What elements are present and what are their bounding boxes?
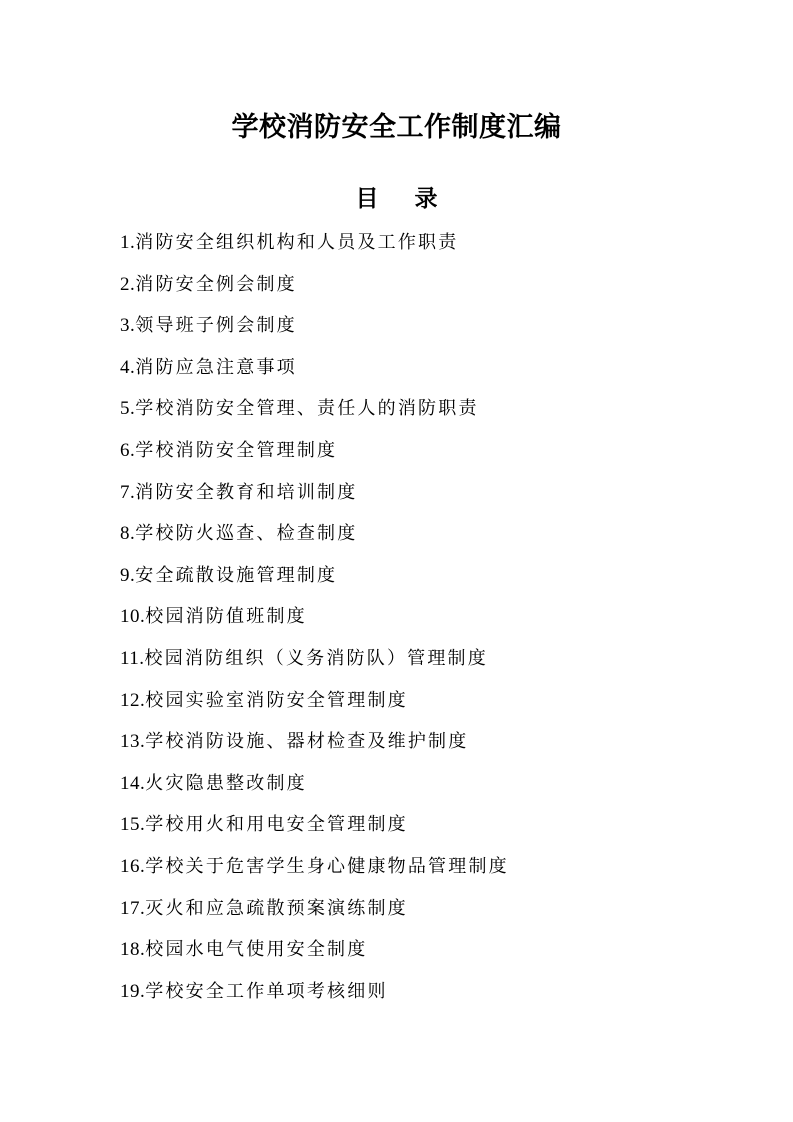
- toc-item: [120, 596, 680, 638]
- toc-item: [120, 721, 680, 763]
- toc-item-number: 14.: [120, 772, 146, 794]
- toc-item: [120, 513, 680, 555]
- toc-item-number: 17.: [120, 897, 146, 919]
- toc-item-number: 16.: [120, 855, 146, 877]
- toc-item: [120, 555, 680, 597]
- toc-item-number: 15.: [120, 814, 146, 836]
- toc-item-number: 4.: [120, 356, 136, 378]
- toc-item-number: 8.: [120, 523, 136, 545]
- toc-item: [120, 929, 680, 971]
- toc-item-text: 消防安全例会制度: [135, 273, 297, 295]
- toc-item-number: 12.: [120, 689, 146, 711]
- toc-item-number: 11.: [120, 647, 145, 669]
- toc-item-text: 领导班子例会制度: [135, 315, 297, 337]
- toc-item-number: 1.: [120, 232, 136, 253]
- toc-item: [120, 888, 680, 930]
- toc-item: [120, 388, 680, 430]
- toc-item-text: 学校消防安全管理制度: [135, 439, 338, 461]
- toc-item-number: 6.: [120, 439, 136, 461]
- table-of-contents: [120, 222, 680, 1012]
- toc-item-text: 火灾隐患整改制度: [145, 772, 307, 794]
- document-title: 学校消防安全工作制度汇编: [231, 112, 562, 143]
- toc-item-number: 19.: [120, 980, 146, 1002]
- toc-item-number: 9.: [120, 564, 136, 586]
- toc-item: [120, 347, 680, 389]
- toc-item: [120, 846, 680, 888]
- toc-item: [120, 305, 680, 347]
- toc-item: [120, 680, 680, 722]
- toc-item-text: 消防应急注意事项: [135, 356, 297, 378]
- toc-item-text: 学校消防设施、器材检查及维护制度: [145, 731, 469, 753]
- toc-item-text: 消防安全组织机构和人员及工作职责: [135, 232, 459, 253]
- toc-item-number: 7.: [120, 481, 136, 503]
- toc-item-number: 13.: [120, 731, 146, 753]
- toc-item-number: 2.: [120, 273, 136, 295]
- toc-item-text: 学校消防安全管理、责任人的消防职责: [135, 398, 479, 420]
- toc-item-text: 安全疏散设施管理制度: [135, 564, 338, 586]
- toc-item: [120, 264, 680, 306]
- toc-item-text: 校园水电气使用安全制度: [145, 939, 368, 961]
- toc-item-text: 学校防火巡查、检查制度: [135, 523, 358, 545]
- toc-item-number: 3.: [120, 315, 136, 337]
- toc-item-text: 校园消防组织（义务消防队）管理制度: [144, 647, 488, 669]
- toc-item-text: 消防安全教育和培训制度: [135, 481, 358, 503]
- toc-item-text: 学校关于危害学生身心健康物品管理制度: [145, 855, 509, 877]
- toc-item-text: 灭火和应急疏散预案演练制度: [145, 897, 408, 919]
- toc-item-text: 校园实验室消防安全管理制度: [145, 689, 408, 711]
- toc-item: [120, 971, 680, 1013]
- toc-item: [120, 430, 680, 472]
- toc-item: [120, 638, 680, 680]
- toc-item-text: 校园消防值班制度: [145, 606, 307, 628]
- toc-item: [120, 763, 680, 805]
- toc-item: [120, 472, 680, 514]
- toc-item-number: 5.: [120, 398, 136, 420]
- toc-item-number: 10.: [120, 606, 146, 628]
- toc-item-number: 18.: [120, 939, 146, 961]
- toc-item-text: 学校安全工作单项考核细则: [145, 980, 388, 1002]
- toc-item-text: 学校用火和用电安全管理制度: [145, 814, 408, 836]
- toc-item: [120, 804, 680, 846]
- toc-heading: 目 录: [355, 186, 452, 212]
- toc-item: [120, 222, 680, 264]
